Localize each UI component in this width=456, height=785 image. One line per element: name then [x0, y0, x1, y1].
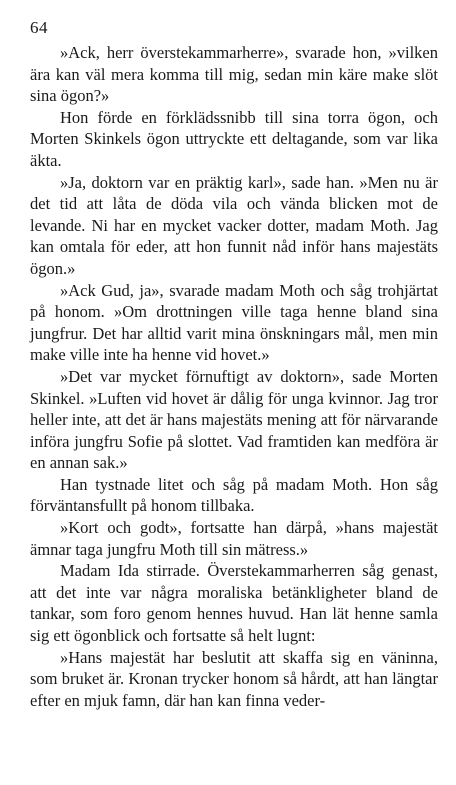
paragraph: »Ja, doktorn var en präktig karl», sade han. »Men nu är det tid att låta de döda vila och vända blicken mot de levande. Ni har en mycket vacker dotter, madam Moth. Jag kan omtala för eder, att hon funnit nåd inför hans majestäts ögon.» [30, 172, 438, 278]
body-text [30, 42, 438, 711]
paragraph: Hon förde en förklädssnibb till sina torra ögon, och Morten Skinkels ögon uttryckte ett deltagande, som var lika äkta. [30, 107, 438, 170]
paragraph: Madam Ida stirrade. Överstekammarherren såg genast, att det inte var några moraliska betänkligheter bland de tankar, som foro genom hennes huvud. Han lät henne samla sig ett ögonblick och fortsatte så helt lugnt: [30, 561, 438, 646]
paragraph: Han tystnade litet och såg på madam Moth. Hon såg förväntansfullt på honom tillbaka. [30, 474, 438, 516]
page-number: 64 [30, 18, 48, 37]
paragraph: »Ack, herr överstekammarherre», svarade hon, »vilken ära kan väl mera komma till mig, sedan min käre make slöt sina ögon?» [30, 43, 438, 106]
paragraph: »Kort och godt», fortsatte han därpå, »hans majestät ämnar taga jungfru Moth till sin mätress.» [30, 518, 438, 559]
paragraph: »Hans majestät har beslutit att skaffa sig en väninna, som bruket är. Kronan trycker honom så hårdt, att han längtar efter en mjuk famn, där han kan finna veder- [30, 647, 438, 710]
paragraph: »Ack Gud, ja», svarade madam Moth och såg trohjärtat på honom. »Om drottningen ville taga henne bland sina jungfrur. Det har alltid varit mina önskningars mål, men min make ville inte ha henne vid hovet.» [30, 280, 438, 365]
paragraph: »Det var mycket förnuftigt av doktorn», sade Morten Skinkel. »Luften vid hovet är dålig för unga kvinnor. Jag tror heller inte, att det är hans majestäts mening att för närvarande införa jungfru Sofie på slottet. Vad framtiden kan medföra är en annan sak.» [30, 366, 438, 473]
